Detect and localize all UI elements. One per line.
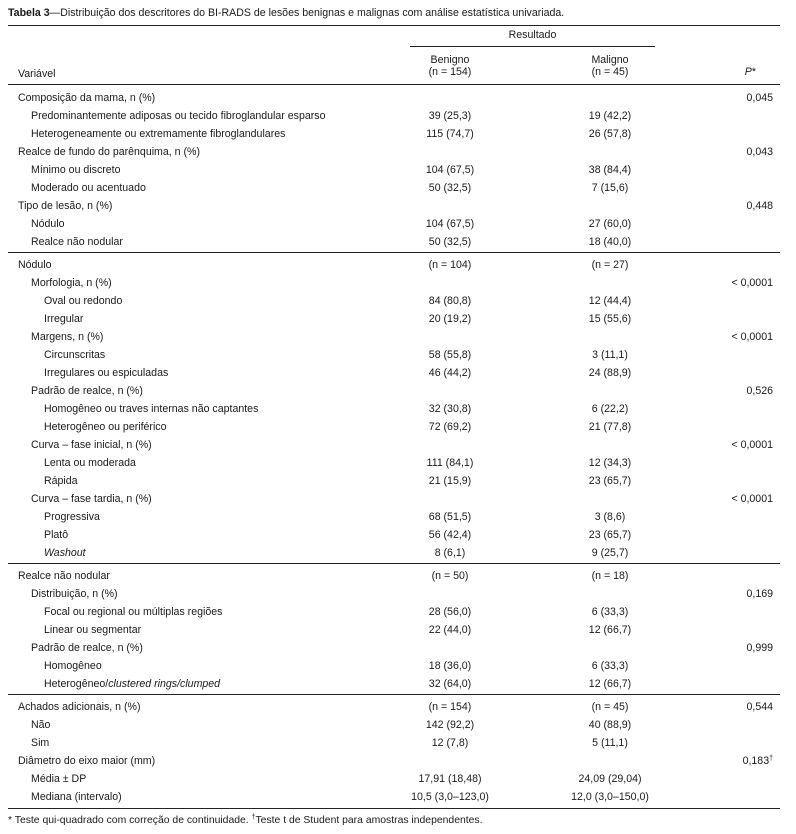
- p-value: [690, 657, 773, 675]
- benign-value: (n = 104): [428, 259, 472, 271]
- benign-value: 28 (56,0): [428, 606, 472, 618]
- p-value: [690, 675, 773, 693]
- table-top-rule: [8, 25, 780, 26]
- row-subsection-label: [31, 490, 152, 508]
- row-section-label: [18, 143, 200, 161]
- benign-value: [390, 274, 510, 292]
- p-value: [690, 567, 773, 585]
- malign-value: 38 (84,4): [588, 164, 632, 176]
- p-value: [690, 508, 773, 526]
- row-subsection-label: [31, 215, 65, 233]
- benign-value: 58 (55,8): [428, 349, 472, 361]
- row-subsection-label: [31, 161, 121, 179]
- benign-value: 84 (80,8): [428, 295, 472, 307]
- malign-value: 6 (33,3): [591, 660, 629, 672]
- footnote-text-2: Teste t de Student para amostras independentes.: [255, 815, 483, 826]
- result-group-rule: [410, 46, 655, 47]
- row-label-italic-text: clustered rings/clumped: [108, 678, 221, 690]
- p-value-text: < 0,0001: [731, 439, 773, 451]
- p-value: [690, 310, 773, 328]
- row-label-text: Mediana (intervalo): [31, 791, 122, 803]
- row-label-text: Composição da mama, n (%): [18, 92, 156, 104]
- footnote-text-1: Teste qui-quadrado com correção de continuidade.: [12, 815, 252, 826]
- benign-value: 22 (44,0): [428, 624, 472, 636]
- malign-value: 3 (8,6): [594, 511, 626, 523]
- row-subsection-label: [31, 788, 122, 806]
- benign-value: [390, 382, 510, 400]
- benign-value: 115 (74,7): [426, 128, 474, 140]
- row-label-text: Heterogêneo ou periférico: [44, 421, 167, 433]
- p-value: [690, 621, 773, 639]
- table-footnote: [8, 814, 483, 828]
- row-label-text: Sim: [31, 737, 50, 749]
- benign-value: 10,5 (3,0–123,0): [411, 791, 489, 803]
- p-value: [690, 585, 773, 603]
- benign-value: 68 (51,5): [428, 511, 472, 523]
- benign-value: [390, 752, 510, 770]
- row-subsection-label: [31, 716, 50, 734]
- row-label-text: Predominantemente adiposas ou tecido fibroglandular esparso: [31, 110, 326, 122]
- result-group-header: Resultado: [508, 29, 557, 41]
- variable-header: Variável: [18, 68, 56, 80]
- row-section-label: [18, 197, 112, 215]
- table-caption-text: —Distribuição dos descritores do BI-RADS de lesões benignas e malignas com análise estatística univariada.: [49, 7, 565, 19]
- p-value: [690, 716, 773, 734]
- p-header-label: P: [744, 66, 752, 78]
- row-subsection-label: [31, 274, 112, 292]
- row-label-text: Progressiva: [44, 511, 100, 523]
- p-value-text: 0,169: [746, 588, 773, 600]
- row-label-text: Homogêneo: [44, 660, 102, 672]
- p-value: [690, 346, 773, 364]
- footnote-mark-2: †: [251, 814, 256, 821]
- malign-value: 6 (22,2): [591, 403, 629, 415]
- row-item-label: [44, 418, 167, 436]
- p-value: [690, 526, 773, 544]
- section-separator-rule: [8, 694, 780, 695]
- benign-value: [390, 490, 510, 508]
- p-value: [690, 418, 773, 436]
- row-label-text: Margens, n (%): [31, 331, 104, 343]
- row-section-label: [18, 567, 110, 585]
- p-value: [690, 197, 773, 215]
- row-label-text: Heterogeneamente ou extremamente fibroglandulares: [31, 128, 286, 140]
- row-label-text: Washout: [44, 547, 86, 559]
- row-label-text: Padrão de realce, n (%): [31, 642, 143, 654]
- row-label-text: Morfologia, n (%): [31, 277, 112, 289]
- p-value: [690, 161, 773, 179]
- p-value: [690, 788, 773, 806]
- row-subsection-label: [31, 179, 146, 197]
- p-value: [690, 328, 773, 346]
- malign-value: 19 (42,2): [588, 110, 632, 122]
- malign-value: [550, 143, 670, 161]
- p-value-text: 0,448: [746, 200, 773, 212]
- p-value: [690, 364, 773, 382]
- row-subsection-label: [31, 585, 118, 603]
- row-label-text: Curva – fase inicial, n (%): [31, 439, 152, 451]
- benign-value: 104 (67,5): [425, 218, 475, 230]
- benign-value: [390, 197, 510, 215]
- malign-header-n: (n = 45): [591, 66, 629, 78]
- p-value: [690, 107, 773, 125]
- malign-value: 5 (11,1): [592, 737, 628, 749]
- malign-value: [550, 752, 670, 770]
- benign-value: 12 (7,8): [431, 737, 469, 749]
- benign-value: 56 (42,4): [428, 529, 472, 541]
- row-item-label: [44, 454, 136, 472]
- benign-value: 111 (84,1): [426, 457, 474, 469]
- row-label-text: Curva – fase tardia, n (%): [31, 493, 152, 505]
- malign-value: (n = 45): [591, 701, 629, 713]
- table-bottom-rule: [8, 808, 780, 809]
- row-label-text: Realce não nodular: [18, 570, 110, 582]
- benign-value: 50 (32,5): [428, 182, 472, 194]
- malign-value: [550, 585, 670, 603]
- benign-value: [390, 328, 510, 346]
- p-value-text: 0,526: [746, 385, 773, 397]
- p-value-text: < 0,0001: [731, 493, 773, 505]
- benign-value: 50 (32,5): [428, 236, 472, 248]
- p-value: [690, 454, 773, 472]
- benign-value: 20 (19,2): [428, 313, 472, 325]
- p-value: [690, 490, 773, 508]
- p-value-text: < 0,0001: [731, 331, 773, 343]
- row-label-text: Não: [31, 719, 51, 731]
- malign-header-name: Maligno: [591, 54, 629, 66]
- row-label-text: Distribuição, n (%): [31, 588, 118, 600]
- malign-value: [550, 89, 670, 107]
- section-separator-rule: [8, 252, 780, 253]
- row-label-text: Lenta ou moderada: [44, 457, 136, 469]
- row-section-label: [18, 256, 52, 274]
- benign-value: 21 (15,9): [428, 475, 472, 487]
- p-value-text: 0,043: [746, 146, 773, 158]
- row-item-label: [44, 603, 222, 621]
- p-value-text: 0,045: [746, 92, 773, 104]
- malign-value: 27 (60,0): [588, 218, 632, 230]
- row-item-label: [44, 472, 78, 490]
- malign-value: 23 (65,7): [588, 529, 632, 541]
- row-label-text: Mínimo ou discreto: [31, 164, 121, 176]
- benign-value: 72 (69,2): [428, 421, 472, 433]
- row-item-label: [44, 346, 105, 364]
- row-item-label: [44, 364, 168, 382]
- benign-value: 17,91 (18,48): [418, 773, 482, 785]
- malign-value: 9 (25,7): [591, 547, 629, 559]
- row-label-text: Irregulares ou espiculadas: [44, 367, 169, 379]
- row-item-label: [44, 310, 83, 328]
- benign-value: (n = 50): [431, 570, 469, 582]
- malign-value: 15 (55,6): [588, 313, 632, 325]
- row-label-text: Tipo de lesão, n (%): [18, 200, 113, 212]
- p-value: [690, 179, 773, 197]
- malign-value: 21 (77,8): [588, 421, 632, 433]
- row-subsection-label: [31, 328, 103, 346]
- row-section-label: [18, 698, 140, 716]
- row-subsection-label: [31, 639, 143, 657]
- row-item-label: [44, 657, 102, 675]
- row-section-label: [18, 752, 155, 770]
- p-value: [690, 698, 773, 716]
- row-subsection-label: [31, 734, 49, 752]
- benign-value: [390, 639, 510, 657]
- row-label-text: Focal ou regional ou múltiplas regiões: [44, 606, 223, 618]
- p-value: [690, 382, 773, 400]
- row-label-text: Realce não nodular: [31, 236, 123, 248]
- row-label-text: Platô: [44, 529, 69, 541]
- row-subsection-label: [31, 107, 325, 125]
- malign-value: [550, 382, 670, 400]
- benign-value: [390, 585, 510, 603]
- row-item-label: [44, 675, 220, 693]
- benign-value: 18 (36,0): [428, 660, 472, 672]
- benign-value: 39 (25,3): [428, 110, 472, 122]
- row-label-text: Heterogêneo/: [44, 678, 109, 690]
- benign-value: [390, 89, 510, 107]
- p-value: [690, 89, 773, 107]
- row-item-label: [44, 400, 258, 418]
- table-caption-label: Tabela 3: [8, 7, 50, 19]
- p-value: [690, 400, 773, 418]
- malign-value: 12,0 (3,0–150,0): [571, 791, 649, 803]
- malign-value: 12 (66,7): [588, 624, 632, 636]
- malign-value: [550, 197, 670, 215]
- row-label-text: Circunscritas: [44, 349, 106, 361]
- row-item-label: [44, 621, 141, 639]
- row-subsection-label: [31, 233, 123, 251]
- row-label-text: Média ± DP: [31, 773, 87, 785]
- p-value: [690, 544, 773, 562]
- row-label-text: Moderado ou acentuado: [31, 182, 146, 194]
- p-header: [690, 66, 756, 78]
- malign-value: 12 (44,4): [588, 295, 632, 307]
- p-header-mark: *: [751, 66, 756, 78]
- malign-value: 24 (88,9): [588, 367, 632, 379]
- row-subsection-label: [31, 382, 143, 400]
- malign-value: (n = 27): [591, 259, 629, 271]
- benign-value: 142 (92,2): [425, 719, 475, 731]
- p-value-text: 0,544: [746, 701, 773, 713]
- malign-value: 3 (11,1): [592, 349, 628, 361]
- malign-value: [550, 274, 670, 292]
- row-label-text: Homogêneo ou traves internas não captantes: [44, 403, 259, 415]
- row-label-text: Linear ou segmentar: [44, 624, 142, 636]
- section-separator-rule: [8, 563, 780, 564]
- row-label-text: Realce de fundo do parênquima, n (%): [18, 146, 200, 158]
- benign-value: 46 (44,2): [428, 367, 472, 379]
- row-item-label: [44, 544, 86, 562]
- row-subsection-label: [31, 436, 152, 454]
- malign-value: 12 (34,3): [588, 457, 632, 469]
- row-label-text: Achados adicionais, n (%): [18, 701, 141, 713]
- benign-value: 32 (30,8): [428, 403, 472, 415]
- malign-value: 6 (33,3): [591, 606, 629, 618]
- malign-value: [550, 490, 670, 508]
- table-caption: [8, 6, 788, 20]
- row-item-label: [44, 526, 68, 544]
- row-label-text: Rápida: [44, 475, 78, 487]
- p-value: [690, 770, 773, 788]
- malign-value: [550, 639, 670, 657]
- p-value: [690, 639, 773, 657]
- row-item-label: [44, 292, 122, 310]
- row-label-text: Nódulo: [18, 259, 52, 271]
- benign-value: 104 (67,5): [425, 164, 475, 176]
- p-value: [690, 256, 773, 274]
- p-value: [690, 734, 773, 752]
- malign-value: [550, 328, 670, 346]
- benign-value: [390, 436, 510, 454]
- header-bottom-rule: [8, 84, 780, 85]
- p-value: [690, 143, 773, 161]
- benign-header-n: (n = 154): [428, 66, 472, 78]
- benign-value: [390, 143, 510, 161]
- malign-value: 40 (88,9): [588, 719, 632, 731]
- p-value-text: 0,999: [746, 642, 773, 654]
- p-value: [690, 233, 773, 251]
- p-value: [690, 274, 773, 292]
- row-subsection-label: [31, 770, 86, 788]
- malign-value: 24,09 (29,04): [578, 773, 642, 785]
- benign-value: (n = 154): [428, 701, 472, 713]
- malign-value: 18 (40,0): [588, 236, 632, 248]
- row-label-text: Nódulo: [31, 218, 65, 230]
- p-value: [690, 436, 773, 454]
- benign-header-name: Benigno: [430, 54, 470, 66]
- row-label-text: Oval ou redondo: [44, 295, 123, 307]
- p-value-mark: †: [769, 755, 773, 762]
- benign-value: 32 (64,0): [428, 678, 472, 690]
- row-label-text: Padrão de realce, n (%): [31, 385, 143, 397]
- row-label-text: Irregular: [44, 313, 84, 325]
- p-value: [690, 472, 773, 490]
- row-item-label: [44, 508, 100, 526]
- p-value: [690, 603, 773, 621]
- malign-value: 26 (57,8): [588, 128, 632, 140]
- p-value: [690, 752, 773, 770]
- malign-value: 7 (15,6): [591, 182, 629, 194]
- malign-value: 23 (65,7): [588, 475, 632, 487]
- p-value: [690, 125, 773, 143]
- p-value-text: 0,183: [742, 755, 770, 767]
- benign-value: 8 (6,1): [434, 547, 466, 559]
- malign-value: [550, 436, 670, 454]
- row-section-label: [18, 89, 155, 107]
- p-value-text: < 0,0001: [731, 277, 773, 289]
- malign-value: (n = 18): [591, 570, 629, 582]
- p-value: [690, 215, 773, 233]
- p-value: [690, 292, 773, 310]
- footnote-mark-1: *: [8, 815, 13, 826]
- row-label-text: Diâmetro do eixo maior (mm): [18, 755, 156, 767]
- row-subsection-label: [31, 125, 285, 143]
- malign-value: 12 (66,7): [588, 678, 632, 690]
